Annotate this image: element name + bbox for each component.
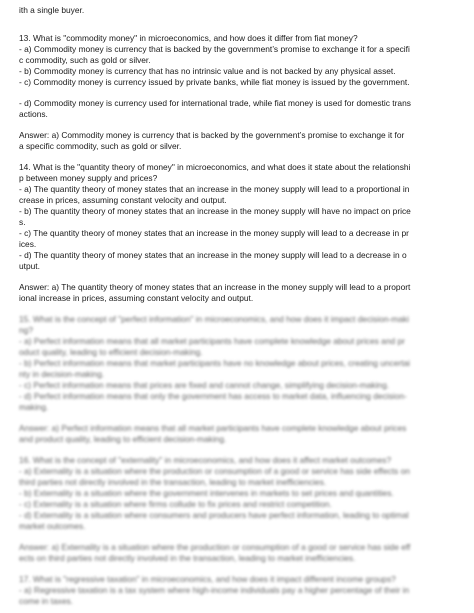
blurred-line: oduct quality, leading to efficient decision-making. <box>19 347 203 357</box>
blurred-line: ects on third parties not directly involved in the transaction, leading to market inefficiencies. <box>19 553 356 563</box>
option-line: - b) The quantity theory of money states that an increase in the money supply will have no impact on price <box>19 206 411 216</box>
blurred-line: Answer: a) Perfect information means that all market participants have complete knowledge about prices <box>19 423 407 433</box>
blurred-line: 17. What is "regressive taxation" in microeconomics, and how does it impact different income groups? <box>19 574 396 584</box>
blurred-line: - a) Regressive taxation is a tax system where high-income individuals pay a higher percentage of their in <box>19 585 410 595</box>
blurred-line: making. <box>19 402 49 412</box>
answer-13: Answer: a) Commodity money is currency that is backed by the government’s promise to exchange it for <box>19 130 405 140</box>
option-line: s. <box>19 217 26 227</box>
option-line: c commodity, such as gold or silver. <box>19 55 151 65</box>
option-line: - a) Commodity money is currency that is backed by the government’s promise to exchange it for a specifi <box>19 44 410 54</box>
blurred-line: 15. What is the concept of "perfect information" in microeconomics, and how does it impact decision-maki <box>19 314 409 324</box>
blurred-line: third parties not directly involved in the transaction, leading to market inefficiencies. <box>19 477 327 487</box>
blurred-line: ng? <box>19 325 33 335</box>
blurred-line: Answer: a) Externality is a situation where the production or consumption of a good or service has side eff <box>19 542 411 552</box>
blurred-line: - a) Externality is a situation where the production or consumption of a good or service has side effects on <box>19 466 410 476</box>
blurred-line: come in taxes. <box>19 596 73 606</box>
question-13: 13. What is "commodity money" in microeconomics, and how does it differ from fiat money? <box>19 33 358 43</box>
answer-13: a specific commodity, such as gold or silver. <box>19 141 182 151</box>
option-line: ices. <box>19 239 37 249</box>
blurred-line: 16. What is the concept of "externality" in microeconomics, and how does it affect market outcomes? <box>19 455 392 465</box>
option-line: - c) The quantity theory of money states that an increase in the money supply will lead to a decrease in pr <box>19 228 409 238</box>
option-line: actions. <box>19 109 48 119</box>
answer-14: Answer: a) The quantity theory of money states that an increase in the money supply will lead to a proport <box>19 282 411 292</box>
blurred-line: - c) Externality is a situation where firms collude to fix prices and restrict competition. <box>19 499 332 509</box>
blurred-line: - c) Perfect information means that prices are fixed and cannot change, simplifying decision-making. <box>19 380 390 390</box>
blurred-line: nty in decision-making. <box>19 369 105 379</box>
question-14: 14. What is the "quantity theory of money" in microeconomics, and what does it state about the relationshi <box>19 162 411 172</box>
option-line: - d) The quantity theory of money states that an increase in the money supply will lead to a decrease in o <box>19 250 407 260</box>
text-line: ith a single buyer. <box>19 5 85 15</box>
option-line: - d) Commodity money is currency used for international trade, while fiat money is used for domestic trans <box>19 98 411 108</box>
blurred-line: and product quality, leading to efficient decision-making. <box>19 434 227 444</box>
option-line: - b) Commodity money is currency that has no intrinsic value and is not backed by any physical asset. <box>19 66 396 76</box>
option-line: - a) The quantity theory of money states that an increase in the money supply will lead to a proportional in <box>19 184 410 194</box>
blurred-line: - b) Externality is a situation where the government intervenes in markets to set prices and quantities. <box>19 488 394 498</box>
answer-14: ional increase in prices, assuming constant velocity and output. <box>19 293 254 303</box>
blurred-line: - a) Perfect information means that all market participants have complete knowledge about prices and pr <box>19 336 405 346</box>
blurred-line: - b) Perfect information means that market participants have no knowledge about prices, creating uncertai <box>19 358 411 368</box>
option-line: utput. <box>19 261 40 271</box>
option-line: crease in prices, assuming constant velocity and output. <box>19 195 227 205</box>
option-line: - c) Commodity money is currency issued by private banks, while fiat money is issued by the government. <box>19 77 410 87</box>
blurred-line: - d) Perfect information means that only the government has access to market data, influencing decision- <box>19 391 407 401</box>
question-14: p between money supply and prices? <box>19 173 158 183</box>
blurred-line: - d) Externality is a situation where consumers and producers have perfect information, leading to optimal <box>19 510 409 520</box>
blurred-line: market outcomes. <box>19 521 86 531</box>
